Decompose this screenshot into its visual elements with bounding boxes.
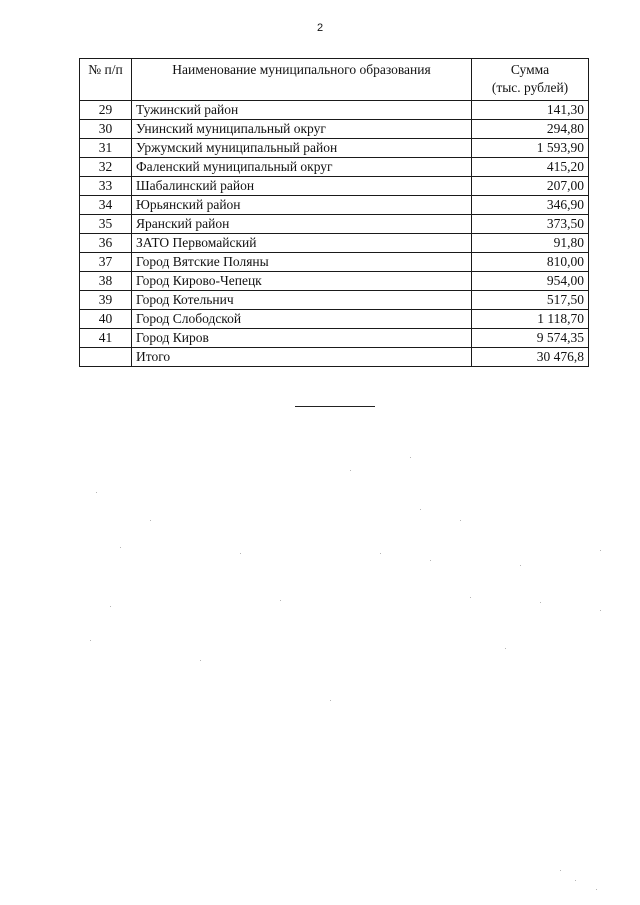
row-num: 39 xyxy=(80,291,132,310)
header-num: № п/п xyxy=(80,59,132,101)
scan-speck xyxy=(120,547,121,548)
row-sum: 141,30 xyxy=(472,101,589,120)
scan-speck xyxy=(600,550,601,551)
row-num: 38 xyxy=(80,272,132,291)
row-sum: 810,00 xyxy=(472,253,589,272)
scan-speck xyxy=(330,700,331,701)
row-num: 30 xyxy=(80,120,132,139)
total-row xyxy=(80,348,589,367)
row-sum: 9 574,35 xyxy=(472,329,589,348)
row-sum: 954,00 xyxy=(472,272,589,291)
scan-speck xyxy=(460,520,461,521)
row-sum: 1 593,90 xyxy=(472,139,589,158)
table-row xyxy=(80,329,589,348)
scan-speck xyxy=(150,520,151,521)
row-num: 41 xyxy=(80,329,132,348)
scan-speck xyxy=(430,560,431,561)
table-row xyxy=(80,215,589,234)
scan-speck xyxy=(96,492,97,493)
row-num: 40 xyxy=(80,310,132,329)
row-name: Юрьянский район xyxy=(132,196,472,215)
total-num xyxy=(80,348,132,367)
row-num: 36 xyxy=(80,234,132,253)
table-row xyxy=(80,158,589,177)
table-row xyxy=(80,139,589,158)
table-row xyxy=(80,101,589,120)
table-row xyxy=(80,253,589,272)
scan-speck xyxy=(240,553,241,554)
table-row xyxy=(80,310,589,329)
separator-line xyxy=(295,406,375,407)
row-num: 34 xyxy=(80,196,132,215)
table-row xyxy=(80,272,589,291)
allocation-table xyxy=(79,58,589,367)
scan-speck xyxy=(280,600,281,601)
header-name: Наименование муниципального образования xyxy=(132,59,472,101)
scan-speck xyxy=(200,660,201,661)
scan-speck xyxy=(410,457,411,458)
scan-speck xyxy=(380,553,381,554)
table-row xyxy=(80,234,589,253)
row-name: ЗАТО Первомайский xyxy=(132,234,472,253)
row-num: 33 xyxy=(80,177,132,196)
row-sum: 373,50 xyxy=(472,215,589,234)
table-row xyxy=(80,120,589,139)
scan-speck xyxy=(350,470,351,471)
row-name: Город Киров xyxy=(132,329,472,348)
scan-speck xyxy=(596,889,597,890)
row-num: 29 xyxy=(80,101,132,120)
scan-speck xyxy=(600,610,601,611)
scan-speck xyxy=(420,509,421,510)
row-num: 32 xyxy=(80,158,132,177)
row-num: 37 xyxy=(80,253,132,272)
row-name: Город Кирово-Чепецк xyxy=(132,272,472,291)
total-sum: 30 476,8 xyxy=(472,348,589,367)
scan-speck xyxy=(575,880,576,881)
page-number: 2 xyxy=(316,22,324,34)
row-sum: 91,80 xyxy=(472,234,589,253)
scan-speck xyxy=(540,602,541,603)
scan-speck xyxy=(505,648,506,649)
table-body xyxy=(80,101,589,367)
table-header xyxy=(80,59,589,101)
header-sum-line1: Сумма xyxy=(510,62,550,77)
row-name: Яранский район xyxy=(132,215,472,234)
row-sum: 415,20 xyxy=(472,158,589,177)
table-row xyxy=(80,196,589,215)
total-label: Итого xyxy=(132,348,472,367)
row-name: Город Слободской xyxy=(132,310,472,329)
scan-speck xyxy=(470,597,471,598)
row-name: Фаленский муниципальный округ xyxy=(132,158,472,177)
scan-speck xyxy=(560,870,561,871)
header-sum-line2: (тыс. рублей) xyxy=(491,80,569,95)
row-sum: 207,00 xyxy=(472,177,589,196)
row-sum: 294,80 xyxy=(472,120,589,139)
row-num: 31 xyxy=(80,139,132,158)
header-row xyxy=(80,59,589,101)
header-sum xyxy=(472,59,589,101)
scan-speck xyxy=(90,640,91,641)
table-row xyxy=(80,291,589,310)
scan-speck xyxy=(110,606,111,607)
row-sum: 346,90 xyxy=(472,196,589,215)
scan-speck xyxy=(520,565,521,566)
row-sum: 1 118,70 xyxy=(472,310,589,329)
table-row xyxy=(80,177,589,196)
row-name: Город Котельнич xyxy=(132,291,472,310)
row-name: Уржумский муниципальный район xyxy=(132,139,472,158)
row-num: 35 xyxy=(80,215,132,234)
row-sum: 517,50 xyxy=(472,291,589,310)
row-name: Унинский муниципальный округ xyxy=(132,120,472,139)
row-name: Тужинский район xyxy=(132,101,472,120)
row-name: Город Вятские Поляны xyxy=(132,253,472,272)
row-name: Шабалинский район xyxy=(132,177,472,196)
